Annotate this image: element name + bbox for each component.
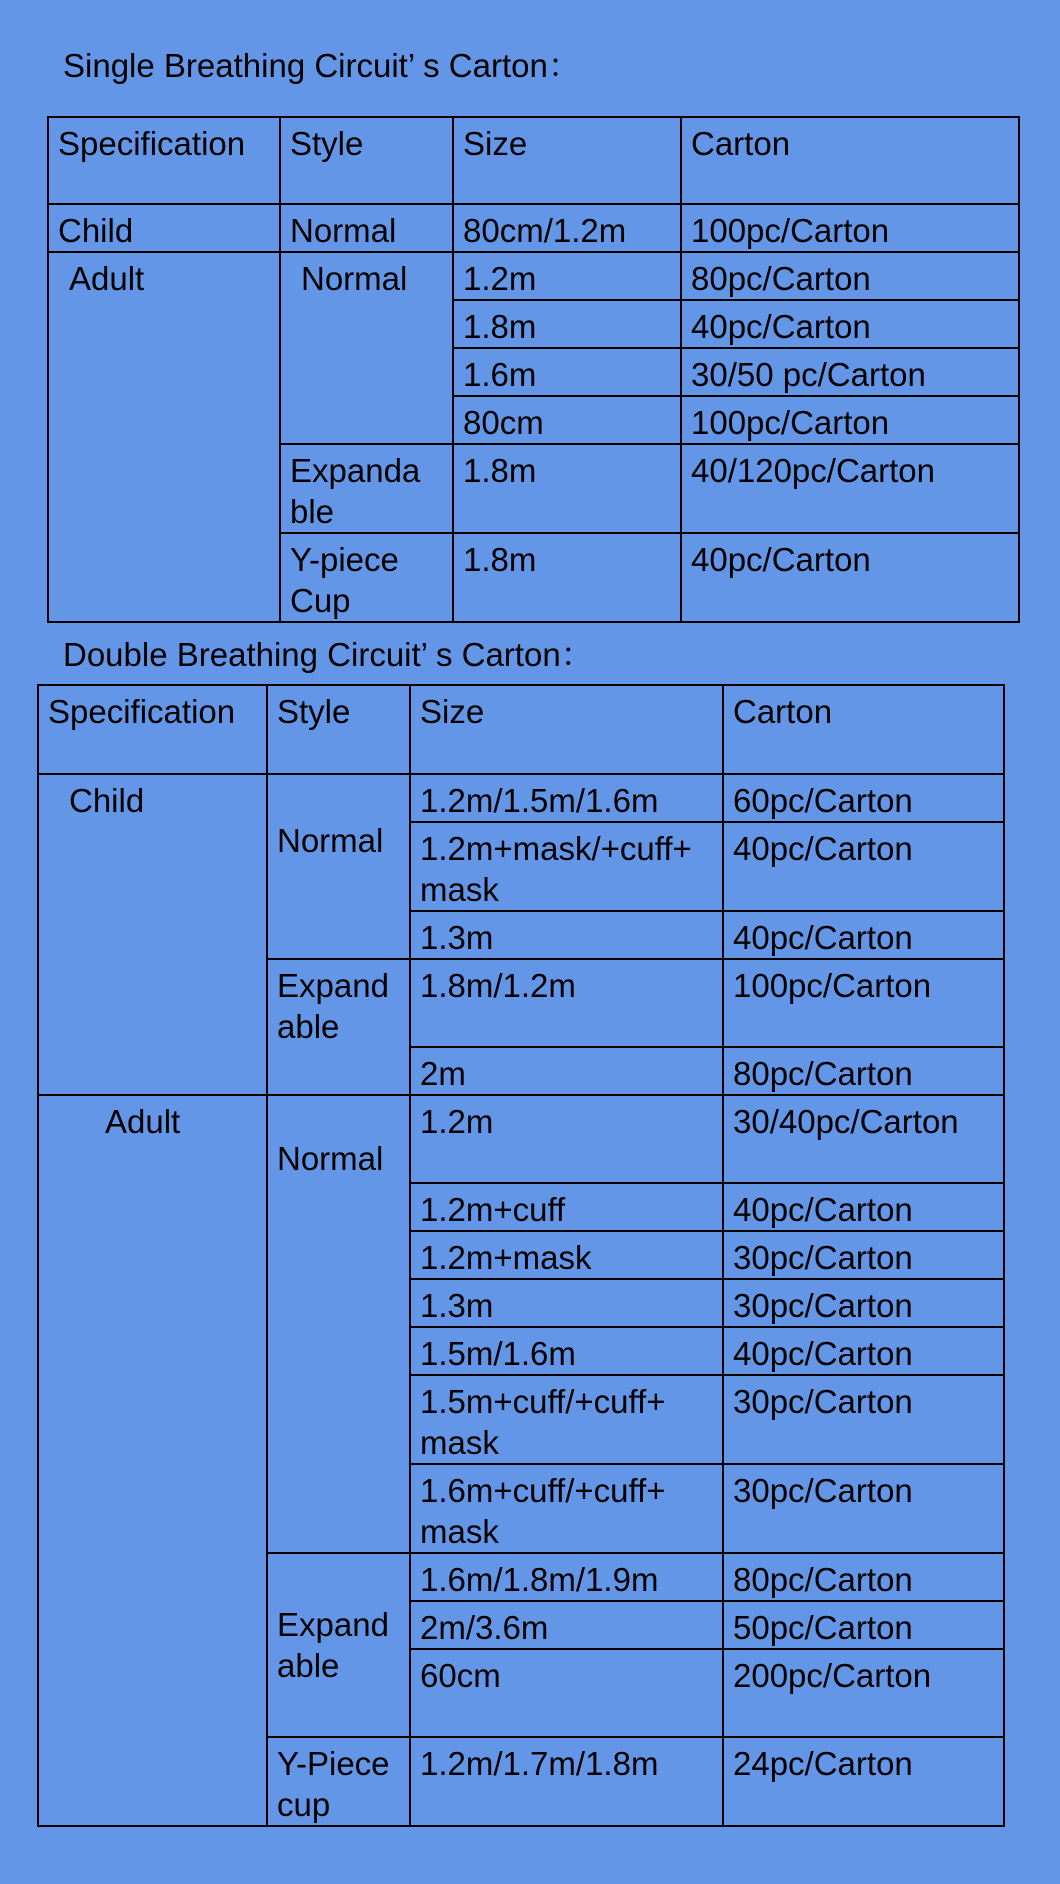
size-cell: 1.2m (410, 1095, 723, 1183)
header-carton: Carton (723, 685, 1004, 774)
style-normal: Normal (280, 252, 453, 444)
carton-cell: 200pc/Carton (723, 1649, 1004, 1737)
carton-cell: 30pc/Carton (723, 1231, 1004, 1279)
double-circuit-carton-table (37, 684, 1005, 1827)
header-specification: Specification (48, 117, 280, 204)
size-cell: 80cm (453, 396, 681, 444)
size-cell: 60cm (410, 1649, 723, 1737)
style-expandable: Expand able (267, 1553, 410, 1737)
carton-cell: 40pc/Carton (723, 1183, 1004, 1231)
size-cell: 1.6m+cuff/+cuff+ mask (410, 1464, 723, 1553)
carton-cell: 80pc/Carton (681, 252, 1019, 300)
table-row (48, 252, 1019, 300)
style-expandable: Expanda ble (280, 444, 453, 533)
style-normal: Normal (267, 774, 410, 959)
header-specification: Specification (38, 685, 267, 774)
table-row (38, 1095, 1004, 1183)
size-cell: 1.6m (453, 348, 681, 396)
carton-cell: 40pc/Carton (723, 911, 1004, 959)
size-cell: 1.3m (410, 911, 723, 959)
spec-adult: Adult (48, 252, 280, 622)
carton-cell: 100pc/Carton (723, 959, 1004, 1047)
size-cell: 1.6m/1.8m/1.9m (410, 1553, 723, 1601)
carton-cell: 30/40pc/Carton (723, 1095, 1004, 1183)
size-cell: 1.3m (410, 1279, 723, 1327)
header-style: Style (267, 685, 410, 774)
carton-cell: 30pc/Carton (723, 1464, 1004, 1553)
size-cell: 1.8m/1.2m (410, 959, 723, 1047)
carton-cell: 100pc/Carton (681, 396, 1019, 444)
style-normal: Normal (280, 204, 453, 252)
size-cell: 1.5m/1.6m (410, 1327, 723, 1375)
spec-child: Child (48, 204, 280, 252)
carton-cell: 40pc/Carton (681, 300, 1019, 348)
single-circuit-title: Single Breathing Circuit’ s Carton： (63, 47, 581, 84)
carton-cell: 40pc/Carton (723, 822, 1004, 911)
carton-cell: 30pc/Carton (723, 1375, 1004, 1464)
carton-cell: 80pc/Carton (723, 1047, 1004, 1095)
size-cell: 1.8m (453, 533, 681, 622)
size-cell: 1.2m/1.7m/1.8m (410, 1737, 723, 1826)
carton-cell: 24pc/Carton (723, 1737, 1004, 1826)
style-normal: Normal (267, 1095, 410, 1553)
carton-cell: 60pc/Carton (723, 774, 1004, 822)
carton-cell: 50pc/Carton (723, 1601, 1004, 1649)
spec-adult: Adult (38, 1095, 267, 1826)
table-header-row (48, 117, 1019, 204)
carton-cell: 40/120pc/Carton (681, 444, 1019, 533)
header-size: Size (410, 685, 723, 774)
carton-cell: 40pc/Carton (681, 533, 1019, 622)
double-circuit-title: Double Breathing Circuit’ s Carton： (63, 636, 594, 673)
size-cell: 80cm/1.2m (453, 204, 681, 252)
header-carton: Carton (681, 117, 1019, 204)
header-style: Style (280, 117, 453, 204)
size-cell: 2m/3.6m (410, 1601, 723, 1649)
size-cell: 2m (410, 1047, 723, 1095)
style-ypiece: Y-piece Cup (280, 533, 453, 622)
table-row (38, 774, 1004, 822)
size-cell: 1.2m/1.5m/1.6m (410, 774, 723, 822)
style-ypiece: Y-Piece cup (267, 1737, 410, 1826)
table-row (48, 204, 1019, 252)
carton-cell: 30/50 pc/Carton (681, 348, 1019, 396)
size-cell: 1.5m+cuff/+cuff+ mask (410, 1375, 723, 1464)
style-expandable: Expand able (267, 959, 410, 1095)
carton-cell: 30pc/Carton (723, 1279, 1004, 1327)
spec-child: Child (38, 774, 267, 1095)
size-cell: 1.2m+mask/+cuff+ mask (410, 822, 723, 911)
header-size: Size (453, 117, 681, 204)
size-cell: 1.2m (453, 252, 681, 300)
size-cell: 1.2m+mask (410, 1231, 723, 1279)
single-circuit-carton-table (47, 116, 1020, 623)
size-cell: 1.2m+cuff (410, 1183, 723, 1231)
carton-cell: 40pc/Carton (723, 1327, 1004, 1375)
table-header-row (38, 685, 1004, 774)
carton-cell: 100pc/Carton (681, 204, 1019, 252)
carton-cell: 80pc/Carton (723, 1553, 1004, 1601)
size-cell: 1.8m (453, 444, 681, 533)
size-cell: 1.8m (453, 300, 681, 348)
